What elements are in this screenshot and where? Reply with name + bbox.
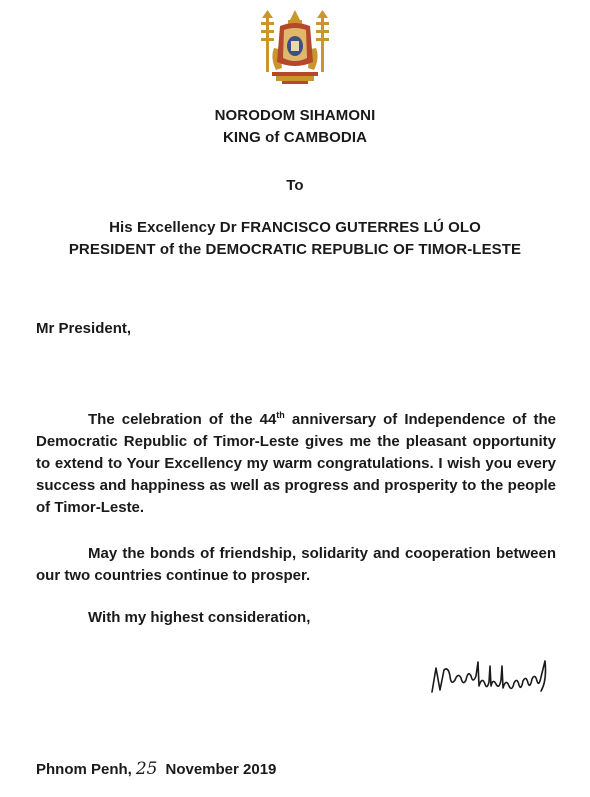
recipient-line-2: PRESIDENT of the DEMOCRATIC REPUBLIC OF TIMOR-LESTE [68,241,522,258]
p2-text: May the bonds of friendship, solidarity and cooperation between our two countries continue to prosper. [36,545,556,584]
royal-arms-of-cambodia-emblem-icon [260,8,330,86]
to-label: To [286,177,304,194]
dateline-place: Phnom Penh, [36,761,132,778]
sender-title: KING of CAMBODIA [222,129,368,146]
recipient-line-1: His Excellency Dr FRANCISCO GUTERRES LÚ OLO [109,219,481,236]
handwritten-signature-icon [430,660,580,700]
p1-text-start: The celebration of the 44 [88,411,277,428]
body-paragraph-2 [36,543,556,587]
p1-ordinal-suffix: th [276,410,285,420]
salutation: Mr President, [36,320,132,337]
closing-line: With my highest consideration, [88,609,311,626]
dateline [36,759,276,779]
sender-name: NORODOM SIHAMONI [214,107,376,124]
body-paragraph-1 [36,409,556,519]
p1-text-rest: anniversary of Independence of the Democratic Republic of Timor-Leste gives me the pleasant opportunity to extend to Your Excellency my warm congratulations. I wish you every success and happiness as well as progress and prosperity to the people of Timor-Leste. [36,411,556,516]
dateline-day: 25 [135,759,158,779]
dateline-month-year: November 2019 [165,761,277,778]
